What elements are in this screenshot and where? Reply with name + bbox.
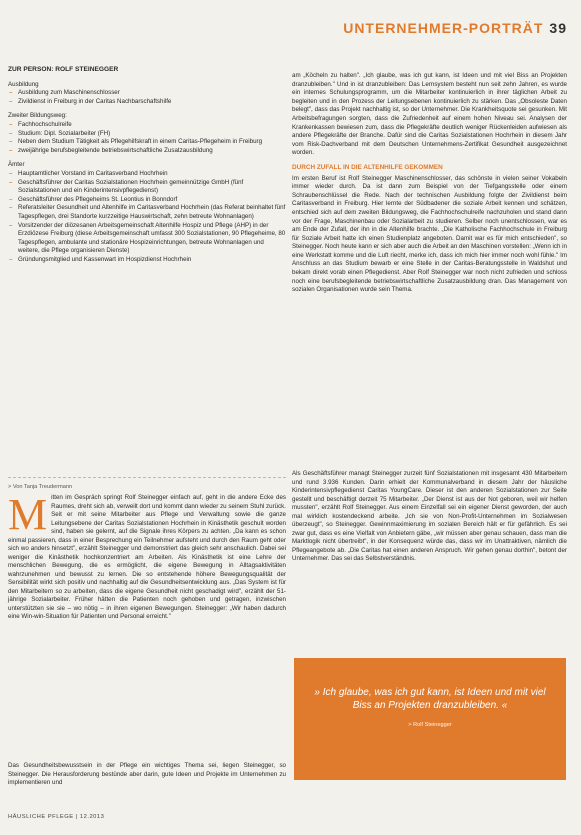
page-footer: HÄUSLICHE PFLEGE | 12.2013: [8, 814, 105, 820]
list-item: – Geschäftsführer des Pflegeheims St. Leontius in Bonndorf: [8, 196, 286, 205]
list-item: – Referatsleiter Gesundheit und Altenhilfe im Caritasverband Hochrhein (das Referat beinhaltet fünf Tagespflegen, drei Standorte kurzzeitige Hauswirtschaft, zehn betreute Wohnanlagen): [8, 204, 286, 221]
list-item: – Ausbildung zum Maschinenschlosser: [8, 89, 286, 98]
quote-source: > Rolf Steinegger: [408, 722, 452, 728]
article-intro: [8, 490, 286, 622]
subheading: DURCH ZUFALL IN DIE ALTENHILFE GEKOMMEN: [292, 163, 443, 171]
paragraph: Im ersten Beruf ist Rolf Steinegger Maschinenschlosser, das schönste in vielen seiner Vokabeln immer wieder durch. Da ist dann zum Beispiel von der Tiefgangsstelle oder einem Schraubenschlüssel die Rede. Nach der technischen Ausbildung folgte der Zivildienst beim Caritasverband in Freiburg. Hier lernte der Südbadener die soziale Arbeit kennen und schätzen, entschied sich auf dem zweiten Bildungsweg, die Fachhochschulreife nachzuholen und stand dann vor der Frage, Maschinenbau oder Sozialarbeit zu studieren. Selber noch unentschlossen, war es am Ende der Zufall, der ihn in die Altenhilfe brachte. „Die Katholische Fachhochschule in Freiburg für Soziale Arbeit hatte ich einen Studienplatz angeboten. Damit war es für mich entschieden", so Steinegger. Noch heute kann er sich aber auch die Arbeit an den Maschinen vorstellen: „Wenn ich in eine Werkstatt komme und die Luft riecht, merke ich, dass ich mich hier immer noch wohl fühle." Im Anschluss an das Studium bewarb er eine Stelle in der Caritas-Beratungsstelle in Waldshut und bekam direkt vorab einen Pflegedienst. Aber Rolf Steinegger war noch nicht zufrieden und schloss noch eine berufsbegleitende betriebswirtschaftliche Zusatzausbildung dran. Das Management von sozialen Organisationen wurde sein Thema.: [292, 174, 567, 294]
bildung-list: [8, 121, 286, 155]
quote-text: » Ich glaube, was ich gut kann, ist Ideen und mit viel Biss an Projekten dranzubleiben. «: [314, 687, 546, 711]
ausbildung-list: [8, 89, 286, 106]
aemter-label: Ämter: [8, 161, 25, 169]
ausbildung-label: Ausbildung: [8, 80, 39, 88]
list-item: – Hauptamtlicher Vorstand im Caritasverband Hochrhein: [8, 170, 286, 179]
person-info-box: [8, 66, 286, 264]
bildung-label: Zweiter Bildungsweg:: [8, 112, 67, 120]
list-item: – Fachhochschulreife: [8, 121, 286, 130]
right-column: [292, 72, 567, 295]
list-item: – zweijährige berufsbegleitende betriebswirtschaftliche Zusatzausbildung: [8, 147, 286, 156]
list-item: – Gründungsmitglied und Kassenwart im Hospizdienst Hochrhein: [8, 256, 286, 265]
list-item: – Geschäftsführer der Caritas Sozialstationen Hochrhein gemeinnützige GmbH (fünf Sozialstationen und ein Kinderintensivpflegedienst): [8, 179, 286, 196]
pull-quote: [294, 658, 566, 780]
list-item: – Vorsitzender der diözesanen Arbeitsgemeinschaft Altenhilfe Hospiz und Pflege (AHP) in der Erzdiözese Freiburg (diese Arbeitsgemeinschaft umfasst 300 Sozialstationen, 90 Pflegeheime, 80 Tagespflegen, ambulante und stationäre Hospizeinrichtungen, betreute Wohnanlagen und weitere, die Pflege organisieren Dienste): [8, 222, 286, 256]
list-item: – Studium: Dipl. Sozialarbeiter (FH): [8, 130, 286, 139]
intro-text: itten im Gespräch springt Rolf Steinegger einfach auf, geht in die andere Ecke des Raumes, dreht sich ab, verweilt dort und kommt dann wieder zu seinem Stuhl zurück. Seit er mit seine Mitarbeiter aus Pflege und Verwaltung sowie die ganze Leitungsebene der Caritas Sozialstationen Hochrhein in Kinästhetik geschult worden sind, haben sie gelernt, auf die Signale ihres Körpers zu achten. „Da kann es schon einmal passieren, dass in einer Besprechung ein Teilnehmer aufsteht und durch den Raum geht oder sich wo anders hinsetzt", erzählt Steinegger und demonstriert das gleich sehr anschaulich. Dabei sei weniger die Kinästhetik hochkonzentriert am Arbeiten. Als Kinästhetik ist eine Lehre der menschlichen Bewegung, die es ermöglicht, die eigene Bewegung in Alltagsaktivitäten wahrzunehmen und bewusst zu lernen. Die so entstehende höhere Bewegungsqualität der Sensibilität wirkt sich positiv und nachhaltig auf die Gesundheitsentwicklung aus. „Das System ist für den Mitarbeitern so zu arbeiten, dass die eigene Gesundheit nicht geschadigt wird", erzählt der 51-jährige Sozialarbeiter. Früher hätten die Patienten noch gehoben und getragen, inzwischen unterstützten sie sie – wo nötig – in ihren eigenen Bewegungen. Steinegger: „Wir haben dadurch eine Win-win-Situation für Patienten und Personal erreicht.": [8, 494, 286, 620]
dropcap: M: [8, 490, 48, 539]
list-item: – Zivildienst in Freiburg in der Caritas Nachbarschaftshilfe: [8, 98, 286, 107]
byline: > Von Tanja Treudermann: [8, 484, 73, 490]
page-header: [343, 20, 567, 36]
paragraph: am „Köcheln zu halten". „Ich glaube, was ich gut kann, ist Ideen und mit viel Biss an Projekten dranzubleiben." Und in ist dranzubleiben: Das Lernsystem besteht nun seit zehn Jahren, es wurde ein internes Schulungsprogramm, um die Mitarbeiter kontinuierlich in ihrer täglichen Arbeit zu begleiten und in den Prozess der Leitungsebenen kontinuierlich zu stärken. Das „Obsoleste Daten belegt", dass das Projekt nachhaltig ist, so der Unternehmer. Die Krankheitsquote sei gesunken. Mit Arbeitsbefragungen sorgten, dass die Zufriedenheit auf einem hohen Niveau sei. Analysen der Krankenkassen bewiesen zum, dass die Pflegekräfte deutlich weniger Rückenleiden aufwiesen als andere Pflegekräfte der Branche. Dafür sind die Caritas Sozialstationen Hochrhein in diesem Jahr vom Risk-Dachverband mit dem Deutschen Unternehmens-Zertifikat Gesundheit ausgezeichnet worden.: [292, 72, 567, 157]
page-number: 39: [549, 20, 567, 36]
divider: [8, 477, 286, 478]
list-item: – Neben dem Studium Tätigkeit als Pflegehilfskraft in einem Caritas-Pflegeheim in Freiburg: [8, 138, 286, 147]
aemter-list: [8, 170, 286, 265]
right-column-lower: Als Geschäftsführer managt Steinegger zurzeit fünf Sozialstationen mit insgesamt 430 Mitarbeitern und rund 3.936 Kunden. Darin erhielt der Kommunalverband in diesem Jahr der häusliche Kinderintensivpflegedienst Caritas YoungCare. Dieser ist den anderen Sozialstationen zur Seite gestellt und beschäftigt derzeit 75 Mitarbeiter. „Der Dienst ist aus der Not geboren, weil wir helfen mussten", erzählt Rolf Steinegger. Aus einem Einzelfall sei ein eigener Dienst geworden, der auch mal wirklich kostendeckend arbeite. „Ich sie von Non-Profit-Unternehmen im Sozialwesen überzeugt", so Steinegger. Gewinnmaximierung im sozialen Bereich hält er für gefährlich. Es sei zwar gut, dass es eine Vielfalt von Anbietern gäbe, „wir müssen aber genau schauen, dass man die Marktlogik nicht übertreibt", in der Konsequenz würde das, dass wir im Unattraktiven, nämlich die Pflegeangebote ab. „Die Caritas hat einen anderen Anspruch. Wir gehen genau dorthin", betont der Unternehmer. Das sei das Selbstverständnis.: [292, 470, 567, 562]
article-tail: Das Gesundheitsbewusstsein in der Pflege ein wichtiges Thema sei, liegen Steinegger, so Steinegger. Die Herausforderung bestünde aber darin, gute Ideen und Projekte im Unternehmen zu implementieren und: [8, 762, 286, 786]
section-title: UNTERNEHMER-PORTRÄT: [343, 20, 544, 36]
person-box-title: ZUR PERSON: ROLF STEINEGGER: [8, 66, 119, 73]
